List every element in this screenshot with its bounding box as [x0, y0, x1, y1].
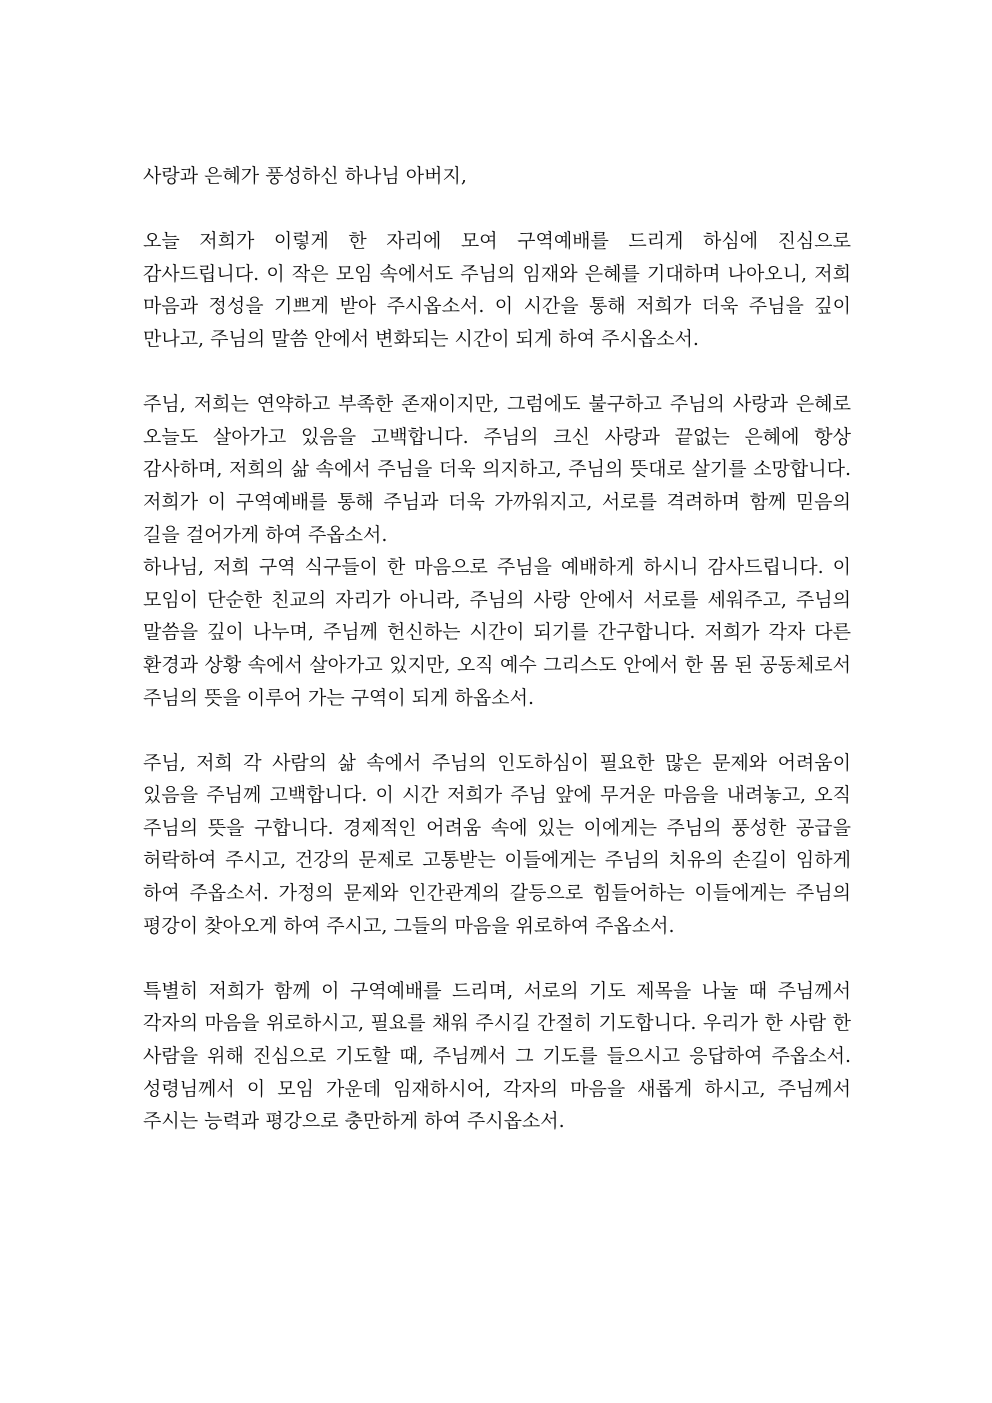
paragraph-5: 특별히 저희가 함께 이 구역예배를 드리며, 서로의 기도 제목을 나눌 때 주님께서 각자의 마음을 위로하시고, 필요를 채워 주시길 간절히 기도합니다. 우리가 한 사람 한 사람을 위해 진심으로 기도할 때, 주님께서 그 기도를 들으시고 응답하여 주옵소서. 성령님께서 이 모임 가운데 임재하시어, 각자의 마음을 새롭게 하시고, 주님께서 주시는 능력과 평강으로 충만하게 하여 주시옵소서.: [143, 979, 851, 1133]
paragraph-spacer: [143, 193, 851, 226]
paragraph-spacer: [143, 714, 851, 747]
paragraph-2: 주님, 저희는 연약하고 부족한 존재이지만, 그럼에도 불구하고 주님의 사랑과 은혜로 오늘도 살아가고 있음을 고백합니다. 주님의 크신 사랑과 끝없는 은혜에 항상 감사하며, 저희의 삶 속에서 주님을 더욱 의지하고, 주님의 뜻대로 살기를 소망합니다. 저희가 이 구역예배를 통해 주님과 더욱 가까워지고, 서로를 격려하며 함께 믿음의 길을 걸어가게 하여 주옵소서.: [143, 393, 851, 546]
prayer-text: [143, 160, 851, 1138]
paragraph-spacer: [143, 356, 851, 389]
greeting-line: 사랑과 은혜가 풍성하신 하나님 아버지,: [143, 165, 467, 187]
paragraph-4: 주님, 저희 각 사람의 삶 속에서 주님의 인도하심이 필요한 많은 문제와 어려움이 있음을 주님께 고백합니다. 이 시간 저희가 주님 앞에 무거운 마음을 내려놓고, 오직 주님의 뜻을 구합니다. 경제적인 어려움 속에 있는 이에게는 주님의 풍성한 공급을 허락하여 주시고, 건강의 문제로 고통받는 이들에게는 주님의 치유의 손길이 임하게 하여 주옵소서. 가정의 문제와 인간관계의 갈등으로 힘들어하는 이들에게는 주님의 평강이 찾아오게 하여 주시고, 그들의 마음을 위로하여 주옵소서.: [143, 751, 851, 937]
paragraph-3: 하나님, 저희 구역 식구들이 한 마음으로 주님을 예배하게 하시니 감사드립니다. 이 모임이 단순한 친교의 자리가 아니라, 주님의 사랑 안에서 서로를 세워주고, 주님의 말씀을 깊이 나누며, 주님께 헌신하는 시간이 되기를 간구합니다. 저희가 각자 다른 환경과 상황 속에서 살아가고 있지만, 오직 예수 그리스도 안에서 한 몸 된 공동체로서 주님의 뜻을 이루어 가는 구역이 되게 하옵소서.: [143, 556, 851, 709]
paragraph-spacer: [143, 942, 851, 975]
paragraph-1: 오늘 저희가 이렇게 한 자리에 모여 구역예배를 드리게 하심에 진심으로 감사드립니다. 이 작은 모임 속에서도 주님의 임재와 은혜를 기대하며 나아오니, 저희 마음과 정성을 기쁘게 받아 주시옵소서. 이 시간을 통해 저희가 더욱 주님을 깊이 만나고, 주님의 말씀 안에서 변화되는 시간이 되게 하여 주시옵소서.: [143, 230, 851, 350]
